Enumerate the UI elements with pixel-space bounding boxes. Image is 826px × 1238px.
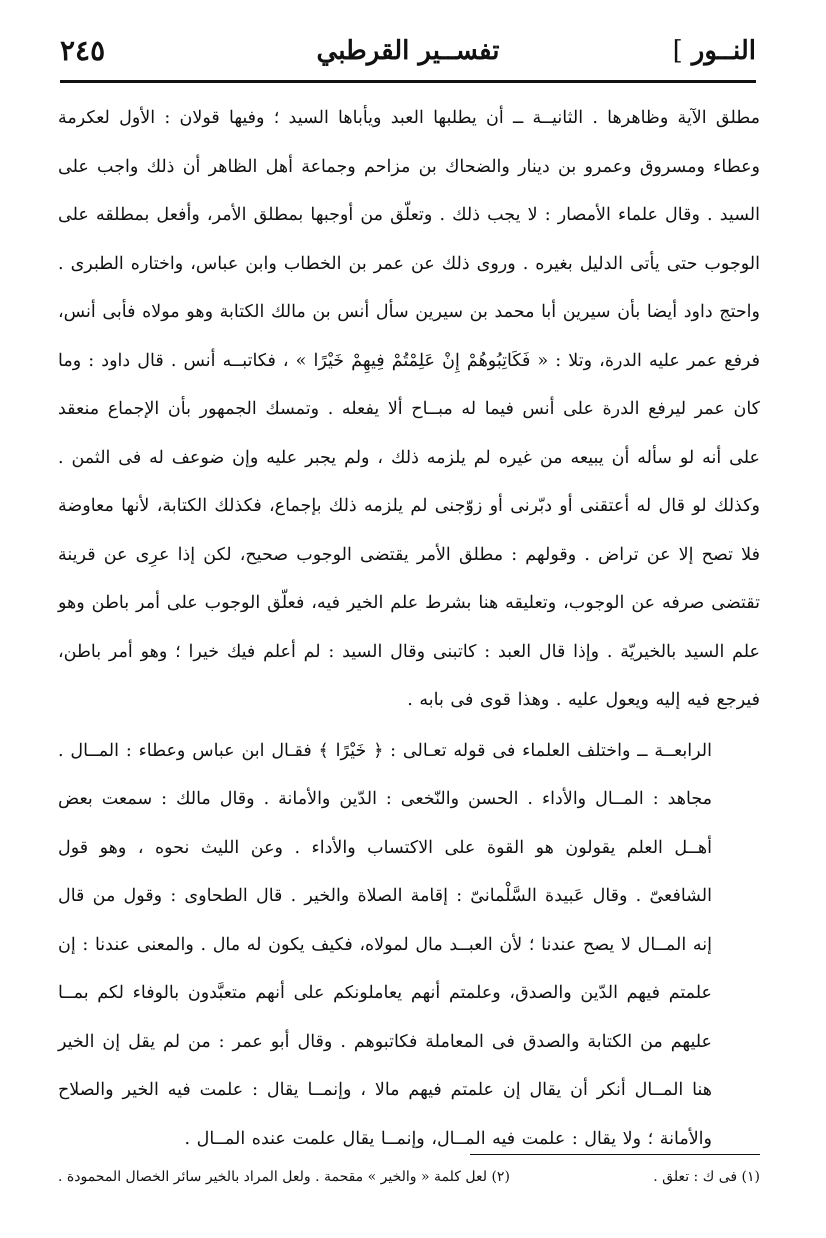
page-number: ٢٤٥ bbox=[60, 34, 106, 67]
book-title: تفســير القرطبي bbox=[316, 36, 500, 66]
paragraph-second-issue: مطلق الآية وظاهرها . الثانيــة ــ أن يطلبها العبد ويأباها السيد ؛ وفيها قولان : الأول لعكرمة وعطاء ومسروق وعمرو بن دينار والضحاك بن مزاحم وجماعة أهل الظاهر أن ذلك واجب على السيد . وقال علماء الأمصار : لا يجب ذلك . وتعلّق من أوجبها بمطلق الأمر، وأفعل بمطلقه على الوجوب حتى يأتى الدليل بغيره . وروى ذلك عن عمر بن الخطاب وابن عباس، واختاره الطبرى . واحتج داود أيضا بأن سيرين أبا محمد بن سيرين سأل أنس بن مالك الكتابة وهو مولاه فأبى أنس، فرفع عمر عليه الدرة، وتلا : « فَكَاتِبُوهُمْ إِنْ عَلِمْتُمْ فِيهِمْ خَيْرًا » ، فكاتبــه أنس . قال داود : وما كان عمر ليرفع الدرة على أنس فيما له مبــاح ألا يفعله . وتمسك الجمهور بأن الإجماع منعقد على أنه لو سأله أن يبيعه من غيره لم يلزمه ذلك ، ولم يجبر عليه وإن ضوعف له فى الثمن . وكذلك لو قال له أعتقنى أو دبّرنى أو زوّجنى لم يلزمه ذلك بإجماع، فكذلك الكتابة، لأنها معاوضة فلا تصح إلا عن تراض . وقولهم : مطلق الأمر يقتضى الوجوب صحيح، لكن إذا عرِى عن قرينة تقتضى صرفه عن الوجوب، وتعليقه هنا بشرط علم الخير فيه، فعلّق الوجوب على أمر باطن وهو علم السيد بالخيريّة . وإذا قال العبد : كاتبنى وقال السيد : لم أعلم فيك خيرا ؛ وهو أمر باطن، فيرجع فيه إليه ويعول عليه . وهذا قوى فى بابه . bbox=[58, 108, 760, 710]
footnote-1: (١) فى ك : تعلق . bbox=[653, 1169, 760, 1185]
header-bracket: ] bbox=[672, 36, 683, 66]
paragraph-fourth-issue: الرابعــة ــ واختلف العلماء فى قوله تعـالى : ﴿ خَيْرًا ﴾ فقـال ابن عباس وعطاء : المــال . مجاهد : المــال والأداء . الحسن والنّخعى : الدّين والأمانة . وقال مالك : سمعت بعض أهــل العلم يقولون هو القوة على الاكتساب والأداء . وعن الليث نحوه ، وهو قول الشافعىّ . وقال عَبيدة السَّلْمانىّ : إقامة الصلاة والخير . قال الطحاوى : وقول من قال إنه المــال لا يصح عندنا ؛ لأن العبــد مال لمولاه، فكيف يكون له مال . والمعنى عندنا : إن علمتم فيهم الدّين والصدق، وعلمتم أنهم يعاملونكم على أنهم متعبَّدون بالوفاء لكم بمــا عليهم من الكتابة والصدق فى المعاملة فكاتبوهم . وقال أبو عمر : من لم يقل إن الخير هنا المــال أنكر أن يقال إن علمتم فيهم مالا ، وإنمــا يقال : علمت فيه الخير والصلاح والأمانة ؛ ولا يقال : علمت فيه المــال، وإنمــا يقال علمت عنده المــال . bbox=[58, 740, 712, 1149]
header-rule bbox=[60, 80, 756, 83]
surah-name-text: النــور bbox=[691, 36, 756, 66]
running-header bbox=[60, 22, 756, 78]
footnote-rule bbox=[470, 1154, 760, 1155]
footnote-2: (٢) لعل كلمة « والخير » مقحمة . ولعل المراد بالخير سائر الخصال المحمودة . bbox=[58, 1169, 510, 1185]
body-text bbox=[58, 94, 760, 1163]
